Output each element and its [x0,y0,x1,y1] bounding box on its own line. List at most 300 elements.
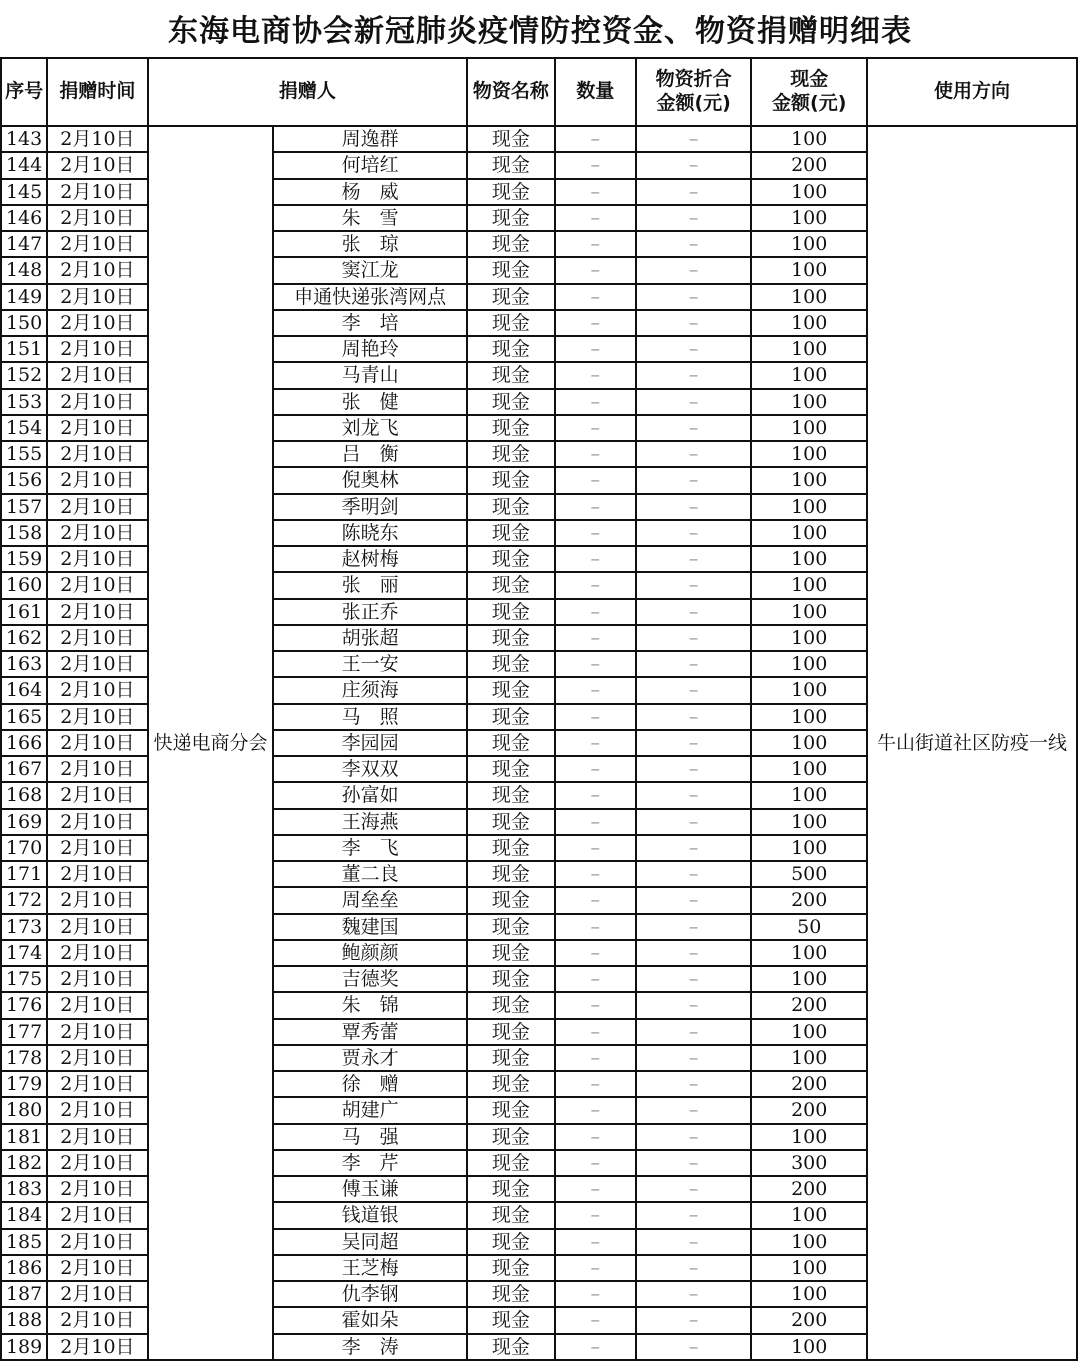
row-id: 168 [1,782,47,808]
row-donor-name: 张 丽 [273,572,467,598]
row-donor-name: 霍如朵 [273,1307,467,1333]
row-date: 2月10日 [47,415,147,441]
row-item: 现金 [467,1150,554,1176]
row-date: 2月10日 [47,1045,147,1071]
row-item: 现金 [467,625,554,651]
row-converted-amount: – [636,1255,752,1281]
row-donor-name: 王海燕 [273,809,467,835]
row-date: 2月10日 [47,1281,147,1307]
row-id: 152 [1,362,47,388]
row-id: 165 [1,704,47,730]
row-converted-amount: – [636,284,752,310]
row-converted-amount: – [636,467,752,493]
row-item: 现金 [467,284,554,310]
row-donor-name: 刘龙飞 [273,415,467,441]
row-cash-amount: 100 [751,730,867,756]
row-date: 2月10日 [47,625,147,651]
row-date: 2月10日 [47,651,147,677]
row-qty: – [555,1202,636,1228]
row-cash-amount: 100 [751,415,867,441]
row-id: 176 [1,992,47,1018]
row-cash-amount: 100 [751,835,867,861]
row-converted-amount: – [636,599,752,625]
row-cash-amount: 100 [751,231,867,257]
row-id: 150 [1,310,47,336]
row-qty: – [555,1229,636,1255]
row-id: 172 [1,887,47,913]
row-date: 2月10日 [47,940,147,966]
row-item: 现金 [467,1334,554,1360]
row-cash-amount: 200 [751,1176,867,1202]
donor-group-unit: 快递电商分会 [148,126,274,1360]
row-cash-amount: 100 [751,494,867,520]
row-date: 2月10日 [47,546,147,572]
row-cash-amount: 100 [751,1334,867,1360]
row-qty: – [555,887,636,913]
header-converted-line2: 金额(元) [656,92,731,114]
row-item: 现金 [467,1281,554,1307]
row-date: 2月10日 [47,1124,147,1150]
row-id: 146 [1,205,47,231]
row-date: 2月10日 [47,887,147,913]
row-cash-amount: 500 [751,861,867,887]
row-qty: – [555,126,636,152]
row-qty: – [555,1071,636,1097]
row-donor-name: 赵树梅 [273,546,467,572]
row-id: 145 [1,179,47,205]
row-cash-amount: 100 [751,362,867,388]
row-item: 现金 [467,1176,554,1202]
row-qty: – [555,415,636,441]
row-cash-amount: 100 [751,704,867,730]
row-cash-amount: 100 [751,520,867,546]
row-id: 188 [1,1307,47,1333]
row-id: 182 [1,1150,47,1176]
row-qty: – [555,1045,636,1071]
row-date: 2月10日 [47,1202,147,1228]
row-donor-name: 钱道银 [273,1202,467,1228]
row-cash-amount: 200 [751,992,867,1018]
row-id: 147 [1,231,47,257]
row-item: 现金 [467,992,554,1018]
row-cash-amount: 100 [751,1019,867,1045]
row-id: 158 [1,520,47,546]
page-title: 东海电商协会新冠肺炎疫情防控资金、物资捐赠明细表 [168,14,912,49]
row-qty: – [555,1124,636,1150]
row-donor-name: 王芝梅 [273,1255,467,1281]
row-converted-amount: – [636,205,752,231]
row-donor-name: 胡建广 [273,1097,467,1123]
row-date: 2月10日 [47,310,147,336]
header-cash-line2: 金额(元) [772,92,847,114]
header-converted [636,58,752,126]
row-item: 现金 [467,966,554,992]
row-date: 2月10日 [47,1071,147,1097]
header-use: 使用方向 [867,58,1077,126]
row-cash-amount: 100 [751,336,867,362]
row-qty: – [555,1176,636,1202]
row-donor-name: 吕 衡 [273,441,467,467]
row-donor-name: 周逸群 [273,126,467,152]
row-id: 144 [1,152,47,178]
row-item: 现金 [467,389,554,415]
row-qty: – [555,1019,636,1045]
row-date: 2月10日 [47,1097,147,1123]
row-donor-name: 张 琼 [273,231,467,257]
row-qty: – [555,257,636,283]
row-item: 现金 [467,677,554,703]
row-id: 180 [1,1097,47,1123]
row-converted-amount: – [636,1229,752,1255]
row-converted-amount: – [636,494,752,520]
row-qty: – [555,1281,636,1307]
row-donor-name: 王一安 [273,651,467,677]
row-cash-amount: 100 [751,1255,867,1281]
row-item: 现金 [467,520,554,546]
row-converted-amount: – [636,966,752,992]
row-donor-name: 杨 威 [273,179,467,205]
row-qty: – [555,992,636,1018]
row-id: 157 [1,494,47,520]
row-cash-amount: 100 [751,940,867,966]
row-date: 2月10日 [47,1229,147,1255]
row-cash-amount: 100 [751,1229,867,1255]
row-item: 现金 [467,914,554,940]
row-qty: – [555,730,636,756]
row-converted-amount: – [636,1150,752,1176]
row-date: 2月10日 [47,756,147,782]
row-qty: – [555,704,636,730]
row-date: 2月10日 [47,704,147,730]
header-row [1,58,1077,126]
row-date: 2月10日 [47,835,147,861]
row-date: 2月10日 [47,179,147,205]
row-converted-amount: – [636,336,752,362]
row-id: 186 [1,1255,47,1281]
row-id: 177 [1,1019,47,1045]
row-converted-amount: – [636,1202,752,1228]
row-donor-name: 李 涛 [273,1334,467,1360]
row-item: 现金 [467,152,554,178]
row-converted-amount: – [636,756,752,782]
header-cash [751,58,867,126]
row-date: 2月10日 [47,809,147,835]
row-item: 现金 [467,362,554,388]
row-item: 现金 [467,809,554,835]
row-donor-name: 陈晓东 [273,520,467,546]
row-converted-amount: – [636,625,752,651]
row-cash-amount: 200 [751,1097,867,1123]
row-id: 167 [1,756,47,782]
row-cash-amount: 100 [751,1281,867,1307]
row-donor-name: 申通快递张湾网点 [273,284,467,310]
row-qty: – [555,677,636,703]
row-qty: – [555,809,636,835]
row-cash-amount: 200 [751,1071,867,1097]
row-cash-amount: 50 [751,914,867,940]
row-donor-name: 季明剑 [273,494,467,520]
row-cash-amount: 100 [751,546,867,572]
row-converted-amount: – [636,362,752,388]
row-cash-amount: 100 [751,389,867,415]
row-id: 162 [1,625,47,651]
row-donor-name: 周垒垒 [273,887,467,913]
row-donor-name: 庄须海 [273,677,467,703]
row-date: 2月10日 [47,231,147,257]
row-cash-amount: 100 [751,467,867,493]
row-converted-amount: – [636,914,752,940]
row-date: 2月10日 [47,599,147,625]
row-cash-amount: 100 [751,572,867,598]
row-cash-amount: 100 [751,782,867,808]
row-cash-amount: 100 [751,809,867,835]
row-date: 2月10日 [47,1255,147,1281]
row-converted-amount: – [636,415,752,441]
row-id: 164 [1,677,47,703]
row-converted-amount: – [636,887,752,913]
row-donor-name: 吉德奖 [273,966,467,992]
row-id: 175 [1,966,47,992]
row-converted-amount: – [636,1045,752,1071]
row-id: 184 [1,1202,47,1228]
row-donor-name: 马 照 [273,704,467,730]
row-qty: – [555,756,636,782]
row-converted-amount: – [636,1019,752,1045]
row-id: 166 [1,730,47,756]
row-converted-amount: – [636,126,752,152]
row-converted-amount: – [636,179,752,205]
row-date: 2月10日 [47,205,147,231]
row-qty: – [555,284,636,310]
row-id: 153 [1,389,47,415]
row-converted-amount: – [636,1334,752,1360]
row-item: 现金 [467,415,554,441]
row-date: 2月10日 [47,257,147,283]
row-item: 现金 [467,179,554,205]
row-id: 159 [1,546,47,572]
row-qty: – [555,1334,636,1360]
row-id: 178 [1,1045,47,1071]
row-cash-amount: 100 [751,441,867,467]
header-id: 序号 [1,58,47,126]
row-item: 现金 [467,1097,554,1123]
row-date: 2月10日 [47,389,147,415]
row-cash-amount: 300 [751,1150,867,1176]
row-cash-amount: 100 [751,1045,867,1071]
row-qty: – [555,782,636,808]
row-qty: – [555,362,636,388]
row-cash-amount: 100 [751,179,867,205]
row-donor-name: 吴同超 [273,1229,467,1255]
row-converted-amount: – [636,152,752,178]
row-item: 现金 [467,756,554,782]
row-cash-amount: 100 [751,756,867,782]
row-donor-name: 窦江龙 [273,257,467,283]
row-donor-name: 董二良 [273,861,467,887]
row-id: 169 [1,809,47,835]
row-converted-amount: – [636,1176,752,1202]
row-qty: – [555,599,636,625]
row-item: 现金 [467,1255,554,1281]
row-cash-amount: 100 [751,1124,867,1150]
row-converted-amount: – [636,809,752,835]
row-date: 2月10日 [47,336,147,362]
row-item: 现金 [467,1045,554,1071]
row-item: 现金 [467,467,554,493]
row-cash-amount: 100 [751,1202,867,1228]
row-date: 2月10日 [47,520,147,546]
row-qty: – [555,940,636,966]
row-converted-amount: – [636,1281,752,1307]
row-converted-amount: – [636,940,752,966]
row-id: 181 [1,1124,47,1150]
row-qty: – [555,389,636,415]
row-id: 183 [1,1176,47,1202]
row-item: 现金 [467,257,554,283]
row-qty: – [555,861,636,887]
row-cash-amount: 100 [751,257,867,283]
row-converted-amount: – [636,782,752,808]
row-id: 148 [1,257,47,283]
row-date: 2月10日 [47,441,147,467]
row-qty: – [555,625,636,651]
row-qty: – [555,1150,636,1176]
row-converted-amount: – [636,1307,752,1333]
row-cash-amount: 200 [751,1307,867,1333]
row-qty: – [555,520,636,546]
row-donor-name: 倪奥林 [273,467,467,493]
row-date: 2月10日 [47,966,147,992]
row-donor-name: 马 强 [273,1124,467,1150]
row-id: 149 [1,284,47,310]
row-id: 170 [1,835,47,861]
header-converted-line1: 物资折合 [655,68,732,91]
row-converted-amount: – [636,704,752,730]
row-qty: – [555,179,636,205]
row-item: 现金 [467,1019,554,1045]
row-converted-amount: – [636,730,752,756]
row-cash-amount: 200 [751,887,867,913]
use-direction: 牛山街道社区防疫一线 [867,126,1077,1360]
row-date: 2月10日 [47,572,147,598]
row-item: 现金 [467,861,554,887]
row-id: 174 [1,940,47,966]
row-date: 2月10日 [47,1150,147,1176]
row-donor-name: 贾永才 [273,1045,467,1071]
row-converted-amount: – [636,520,752,546]
row-item: 现金 [467,782,554,808]
row-cash-amount: 100 [751,677,867,703]
row-item: 现金 [467,835,554,861]
row-converted-amount: – [636,572,752,598]
row-cash-amount: 200 [751,152,867,178]
row-item: 现金 [467,546,554,572]
row-id: 185 [1,1229,47,1255]
row-converted-amount: – [636,861,752,887]
row-converted-amount: – [636,677,752,703]
row-qty: – [555,152,636,178]
row-item: 现金 [467,231,554,257]
row-qty: – [555,1307,636,1333]
row-converted-amount: – [636,1071,752,1097]
row-donor-name: 周艳玲 [273,336,467,362]
row-qty: – [555,651,636,677]
row-date: 2月10日 [47,782,147,808]
table-body [1,126,1077,1360]
row-donor-name: 鲍颜颜 [273,940,467,966]
row-id: 179 [1,1071,47,1097]
row-qty: – [555,546,636,572]
row-converted-amount: – [636,389,752,415]
row-cash-amount: 100 [751,126,867,152]
row-donor-name: 李 培 [273,310,467,336]
row-date: 2月10日 [47,362,147,388]
row-qty: – [555,336,636,362]
row-date: 2月10日 [47,284,147,310]
row-date: 2月10日 [47,126,147,152]
row-cash-amount: 100 [751,966,867,992]
row-donor-name: 魏建国 [273,914,467,940]
row-qty: – [555,1097,636,1123]
row-date: 2月10日 [47,494,147,520]
row-qty: – [555,494,636,520]
row-cash-amount: 100 [751,625,867,651]
row-id: 163 [1,651,47,677]
row-qty: – [555,310,636,336]
row-qty: – [555,441,636,467]
header-donor: 捐赠人 [148,58,467,126]
row-cash-amount: 100 [751,205,867,231]
row-id: 155 [1,441,47,467]
row-date: 2月10日 [47,1334,147,1360]
row-item: 现金 [467,730,554,756]
row-converted-amount: – [636,992,752,1018]
row-donor-name: 张 健 [273,389,467,415]
donation-table [0,57,1078,1361]
row-item: 现金 [467,1124,554,1150]
row-qty: – [555,205,636,231]
row-item: 现金 [467,336,554,362]
row-converted-amount: – [636,257,752,283]
row-date: 2月10日 [47,861,147,887]
row-date: 2月10日 [47,1019,147,1045]
header-qty: 数量 [555,58,636,126]
row-donor-name: 孙富如 [273,782,467,808]
row-item: 现金 [467,940,554,966]
row-converted-amount: – [636,441,752,467]
header-date: 捐赠时间 [47,58,147,126]
row-item: 现金 [467,494,554,520]
row-item: 现金 [467,1071,554,1097]
row-item: 现金 [467,651,554,677]
row-cash-amount: 100 [751,284,867,310]
row-item: 现金 [467,704,554,730]
row-donor-name: 马青山 [273,362,467,388]
row-qty: – [555,1255,636,1281]
row-date: 2月10日 [47,914,147,940]
row-date: 2月10日 [47,992,147,1018]
row-donor-name: 张正乔 [273,599,467,625]
header-item: 物资名称 [467,58,554,126]
row-donor-name: 覃秀蕾 [273,1019,467,1045]
row-date: 2月10日 [47,730,147,756]
row-donor-name: 仇李钢 [273,1281,467,1307]
row-qty: – [555,572,636,598]
row-donor-name: 胡张超 [273,625,467,651]
row-id: 189 [1,1334,47,1360]
row-converted-amount: – [636,310,752,336]
row-item: 现金 [467,887,554,913]
